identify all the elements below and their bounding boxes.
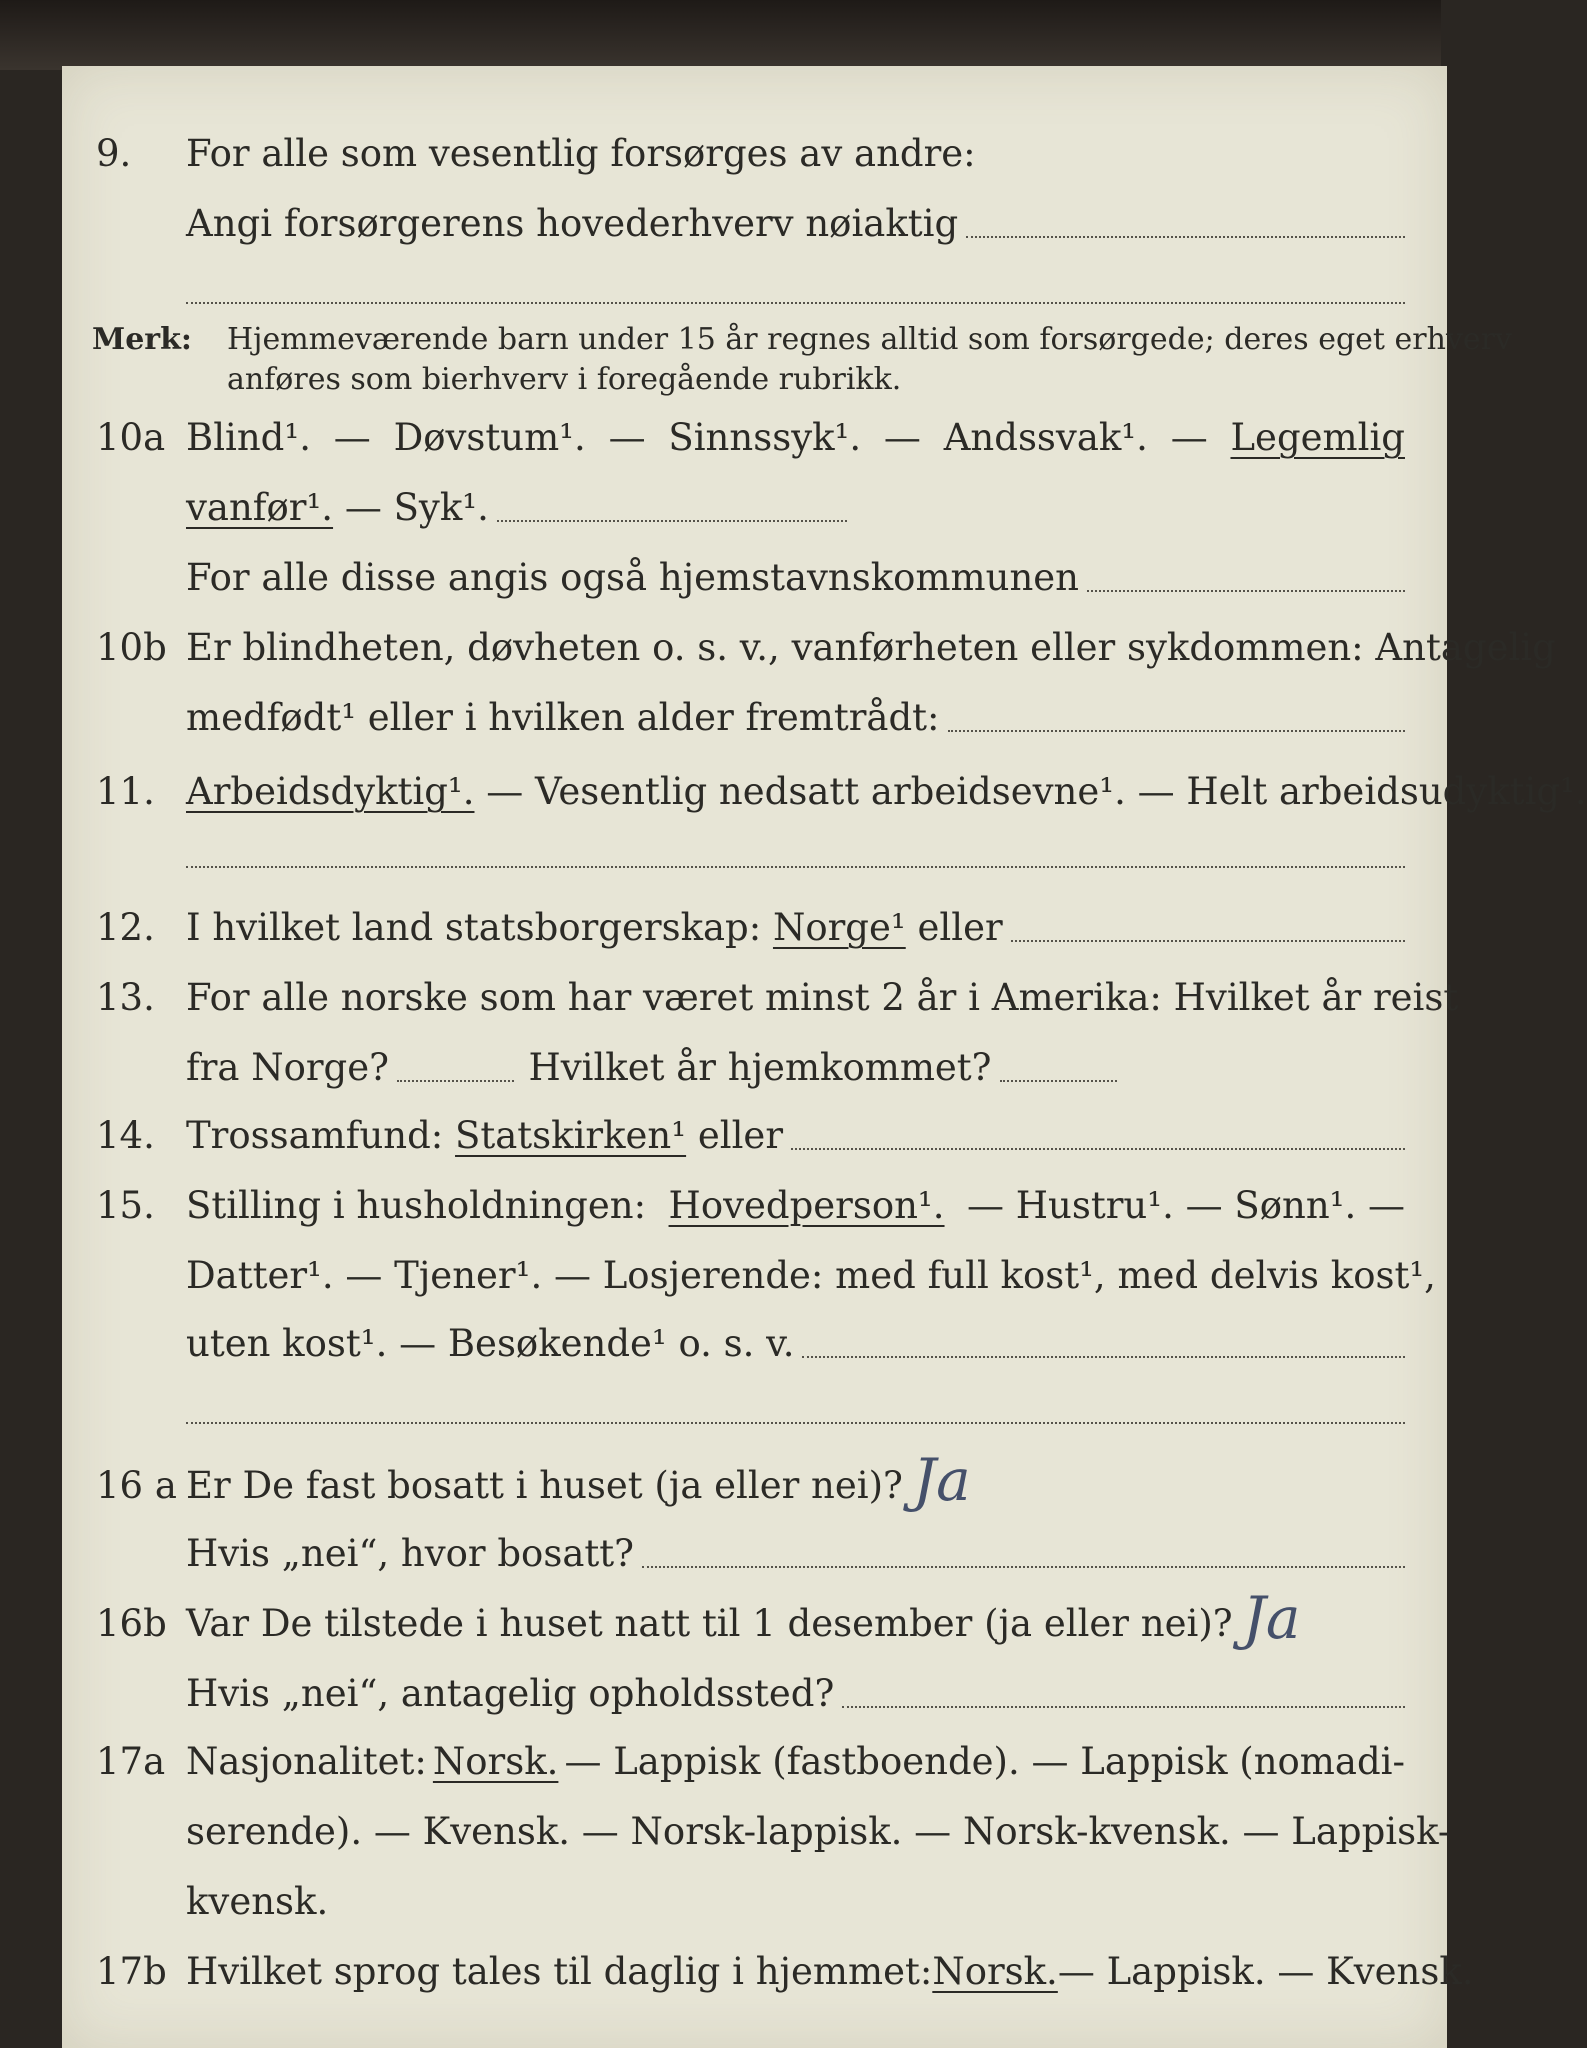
underlined-option: Legemlig [1230,416,1405,459]
underlined-option: vanfør¹. [186,486,334,529]
answer-line[interactable] [186,866,1405,868]
census-form-page: 9. For alle som vesentlig forsørges av andre: Angi forsørgerens hovederhverv nøiaktig Merk: Hjemmeværende barn under 15 år regnes alltid som forsørgede; deres eget erhverv anføres som bierhverv i foregående rubrikk. 10a Blind¹. — Døvstum¹. — Sinnssyk¹. — Andssvak¹. — Legemlig vanfør¹. — Syk¹. For alle disse angis også hjemstavnskommunen 10b Er blindheten, døvheten o. s. v., vanførheten eller sykdommen: Antagelig medfødt¹ eller i hvilken alder fremtrådt: 11. Arbeidsdyktig¹. — Vesentlig nedsatt arbeidsevne¹. — Helt arbeidsudyktig¹. 12. I hvilket land statsborgerskap: Norge¹ eller 13. For alle norske som har været minst 2 år i Amerika: Hvilket år reist fra Norge? Hvilket år hjemkommet? 14. Trossamfund: Statskirken¹ eller 15. Stilling i husholdningen: Hovedperson¹. — Hustru¹. — Sønn¹. — Datter¹. — Tjener¹. — Losjerende: med full kost¹, med delvis kost¹, uten kost¹. — Besøkende¹ o. s. v. 16 a Er De fast bosatt i huset (ja eller nei)? Ja Hvis „nei“, hvor bosatt? 16b Var De tilstede i huset natt til 1 desember (ja eller nei)? Ja Hvis „nei“, antagelig opholdssted? 17a Nasjonalitet: Norsk. — Lappisk (fastboende). — Lappisk (nomadi- serende). — Kvensk. — Norsk-lappisk. — Norsk-kvensk. — Lappisk- kvensk. 17b Hvilket sprog tales til daglig i hjemmet: Norsk. — Lappisk. — Kvensk. [62,66,1447,2048]
answer-line[interactable] [802,1356,1405,1358]
underlined-option: Hovedperson¹. [668,1184,945,1227]
underlined-option: Norge¹ [772,906,906,949]
underlined-option: Arbeidsdyktig¹. [186,770,475,813]
handwritten-answer[interactable]: Ja [1242,1584,1301,1652]
underlined-option: Norsk. [432,1740,559,1783]
answer-line[interactable] [1000,1080,1118,1082]
answer-line[interactable] [791,1148,1405,1150]
page-top-edge [0,0,1441,70]
answer-line[interactable] [186,1422,1405,1424]
handwritten-answer[interactable]: Ja [912,1446,971,1514]
underlined-option: Statskirken¹ [455,1114,687,1157]
answer-line[interactable] [948,730,1405,732]
underlined-option: Norsk. [932,1950,1058,1993]
answer-line[interactable] [1087,590,1405,592]
answer-line[interactable] [397,1080,515,1082]
answer-line[interactable] [1011,940,1405,942]
answer-line[interactable] [642,1566,1405,1568]
answer-line[interactable] [966,236,1405,238]
answer-line[interactable] [186,302,1405,304]
answer-line[interactable] [497,520,847,522]
answer-line[interactable] [842,1706,1405,1708]
